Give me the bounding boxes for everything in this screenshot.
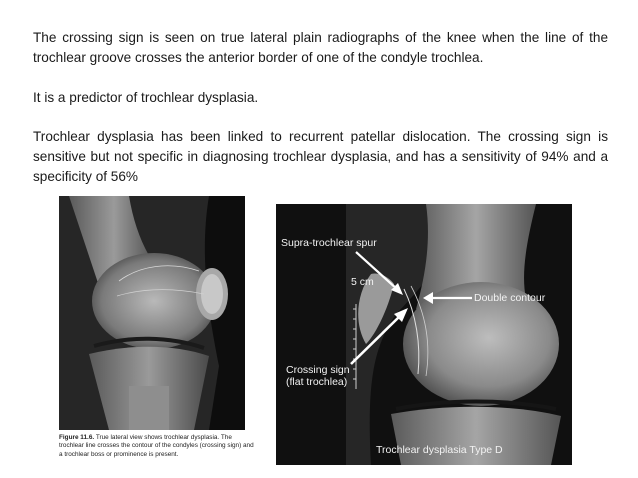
- label-crossing-sign: Crossing sign: [286, 364, 350, 376]
- figure-caption: [59, 434, 255, 459]
- label-trochlear-dysplasia-type: Trochlear dysplasia Type D: [376, 444, 503, 456]
- radiograph-left-image: [59, 196, 245, 430]
- figure-caption-label: Figure 11.6.: [59, 434, 95, 441]
- knee-radiograph-right: [276, 204, 572, 465]
- paragraph-sensitivity: Trochlear dysplasia has been linked to recurrent patellar dislocation. The crossing sign is sensitive but not specific in diagnosing trochlear dysplasia, and has a sensitivity of 94% and a specificity of 56%: [33, 129, 608, 184]
- paragraph-crossing-sign-definition: The crossing sign is seen on true lateral plain radiographs of the knee when the line of the trochlear groove crosses the anterior border of one of the condyle trochlea.: [33, 30, 608, 65]
- figure-caption-text: True lateral view shows trochlear dysplasia. The trochlear line crosses the contour of the condyles (crossing sign) and a trochlear boss or prominence is present.: [59, 434, 254, 458]
- label-scale: 5 cm: [351, 276, 374, 288]
- figure-left: [59, 196, 254, 466]
- knee-radiograph-left: [59, 196, 245, 430]
- paragraph-predictor: It is a predictor of trochlear dysplasia.: [33, 90, 259, 105]
- label-flat-trochlea: (flat trochlea): [286, 376, 348, 388]
- label-supra-trochlear-spur: Supra-trochlear spur: [281, 237, 377, 249]
- label-double-contour: Double contour: [474, 292, 546, 304]
